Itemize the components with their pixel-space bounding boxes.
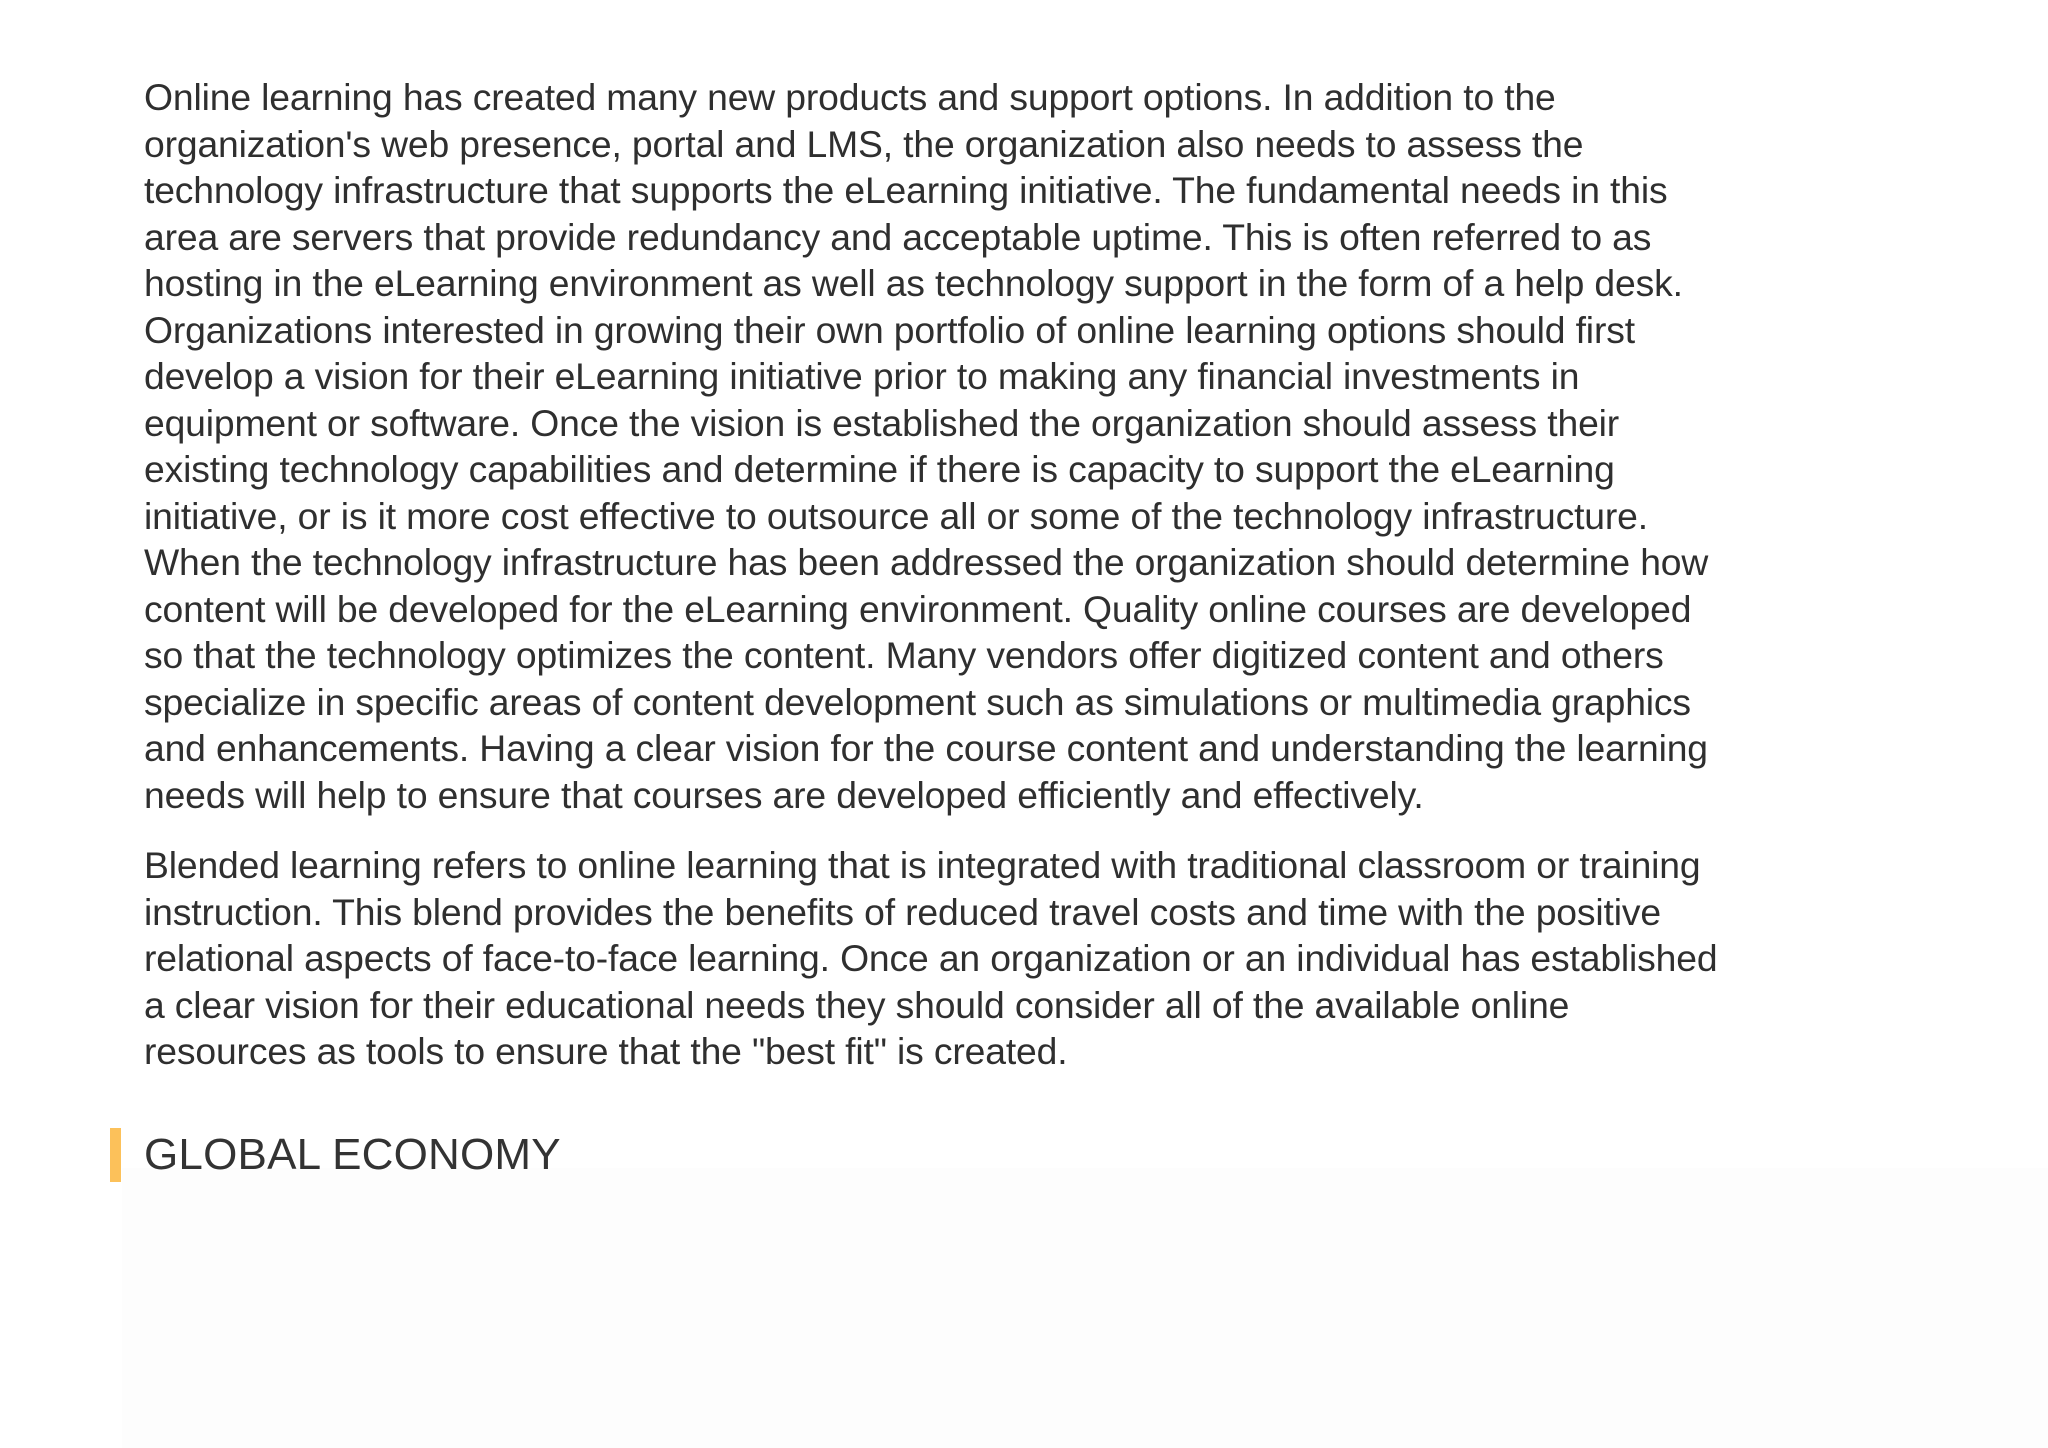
body-text	[144, 74, 1904, 1075]
background-panel	[122, 1168, 2048, 1448]
paragraph-online-learning: Online learning has created many new products and support options. In addition to the organization's web presence, portal and LMS, the organization also needs to assess the technology infrastructure that supports the eLearning initiative. The fundamental needs in this area are servers that provide redundancy and acceptable uptime. This is often referred to as hosting in the eLearning environment as well as technology support in the form of a help desk. Organizations interested in growing their own portfolio of online learning options should first develop a vision for their eLearning initiative prior to making any financial investments in equipment or software. Once the vision is established the organization should assess their existing technology capabilities and determine if there is capacity to support the eLearning initiative, or is it more cost effective to outsource all or some of the technology infrastructure. When the technology infrastructure has been addressed the organization should determine how content will be developed for the eLearning environment. Quality online courses are developed so that the technology optimizes the content. Many vendors offer digitized content and others specialize in specific areas of content development such as simulations or multimedia graphics and enhancements. Having a clear vision for the course content and understanding the learning needs will help to ensure that courses are developed efficiently and effectively.	[144, 76, 1709, 816]
heading-accent-bar	[110, 1128, 121, 1182]
paragraph-blended-learning: Blended learning refers to online learning that is integrated with traditional classroom or training instruction. This blend provides the benefits of reduced travel costs and time with the positive relational aspects of face-to-face learning. Once an organization or an individual has established a clear vision for their educational needs they should consider all of the available online resources as tools to ensure that the "best fit" is created.	[144, 844, 1718, 1072]
section-heading	[110, 1128, 561, 1182]
section-title: GLOBAL ECONOMY	[144, 1130, 561, 1179]
